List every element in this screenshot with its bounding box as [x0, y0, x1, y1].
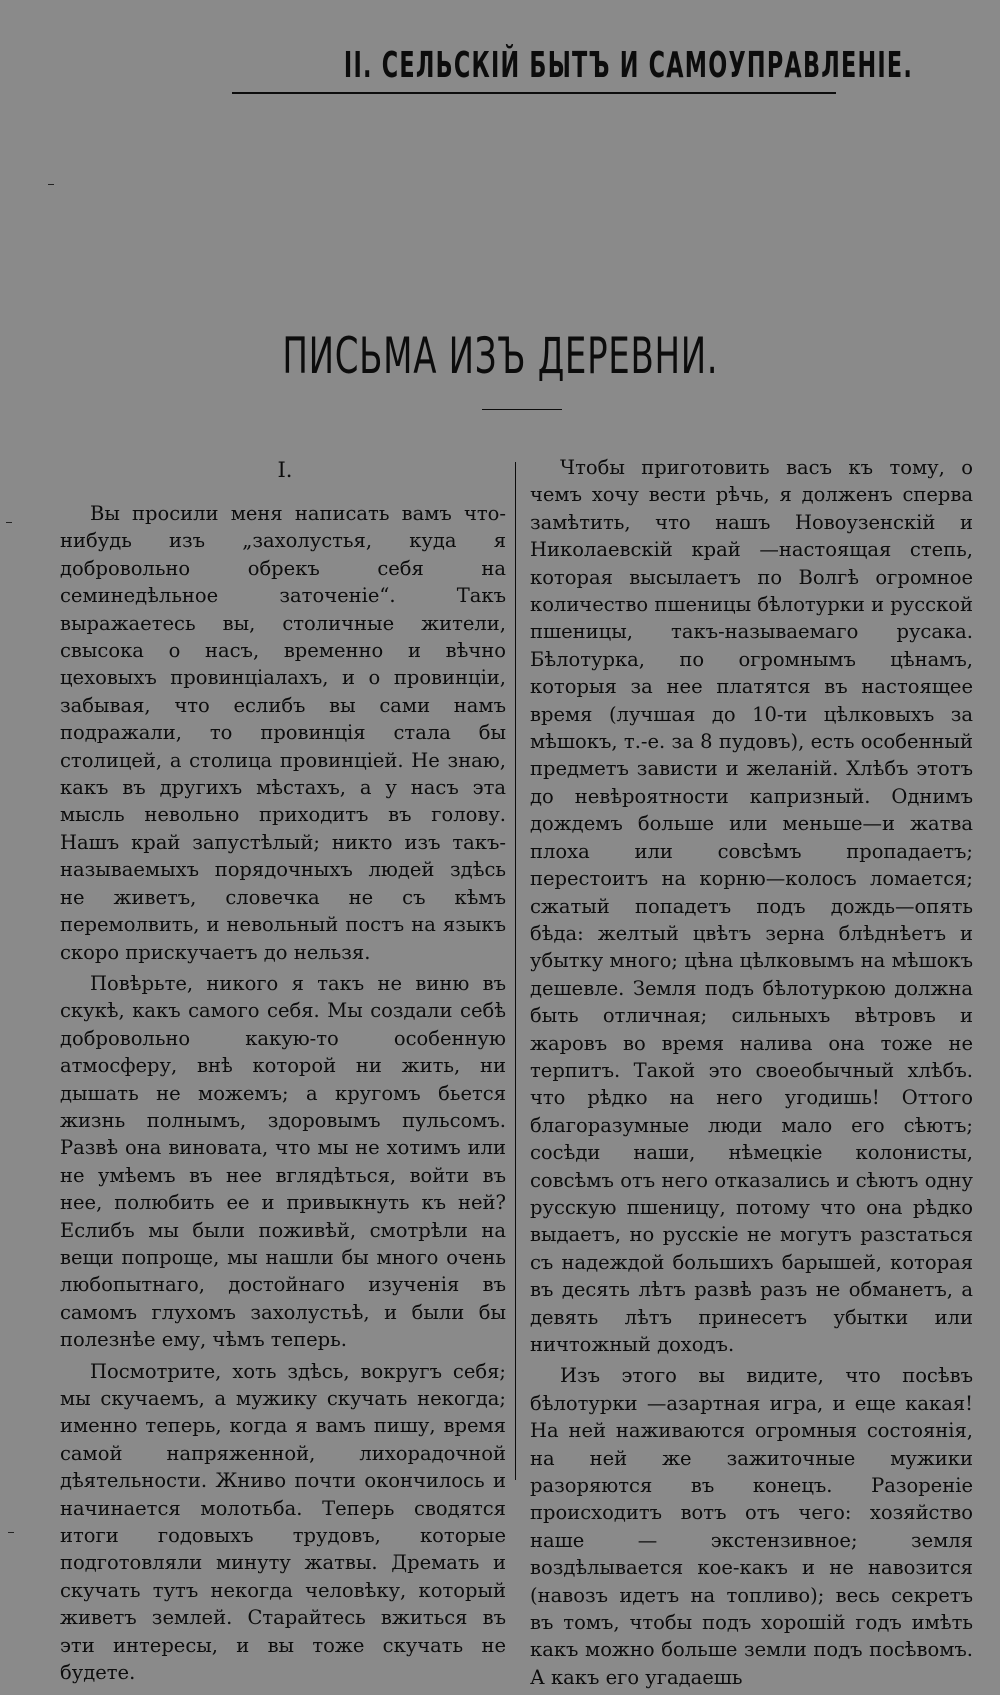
margin-mark	[8, 1532, 14, 1533]
column-divider	[515, 462, 516, 1480]
section-title-underline	[232, 92, 836, 94]
paragraph: Чтобы приготовить васъ къ тому, о чемъ хочу вести рѣчь, я долженъ сперва замѣтить, что нашъ Новоузенскій и Николаевскій край —настоящая степь, которая высылаетъ по Волгѣ огромное количество пшеницы бѣлотурки и русской пшеницы, такъ-называемаго русака. Бѣлотурка, по огромнымъ цѣнамъ, которыя за нее платятся въ настоящее время (лучшая до 10-ти цѣлковыхъ за мѣшокъ, т.-е. за 8 пудовъ), есть особенный предметъ зависти и желаній. Хлѣбъ этотъ до невѣроятности капризный. Однимъ дождемъ больше или меньше—и жатва плоха или совсѣмъ пропадаетъ; перестоитъ на корню—колосъ ломается; сжатый попадетъ подъ дождь—опять бѣда: желтый цвѣтъ зерна блѣднѣетъ и убытку много; цѣна цѣлковымъ на мѣшокъ дешевле. Земля подъ бѣлотуркою должна быть отличная; сильныхъ вѣтровъ и жаровъ во время налива она тоже не терпитъ. Такой это своеобычный хлѣбъ. что рѣдко на него угодишь! Оттого благоразумные люди мало его сѣютъ; сосѣди наши, нѣмецкіе колонисты, совсѣмъ отъ него отказались и сѣютъ одну русскую пшеницу, потому что она рѣдко выдаетъ, но русскіе не могутъ разстаться съ надеждой большихъ барышей, которая въ десять лѣтъ развѣ разъ не обманетъ, а девять лѣтъ принесетъ убытки или ничтожный доходъ.	[530, 456, 973, 1356]
right-column	[530, 454, 973, 1695]
left-column	[60, 500, 506, 1690]
title-rule	[482, 409, 562, 410]
paragraph: Повѣрьте, никого я такъ не виню въ скукѣ, какъ самого себя. Мы создали себѣ добровольно какую-то особенную атмосферу, внѣ которой ни жить, ни дышать не можемъ; а кругомъ бьется жизнь полнымъ, здоровымъ пульсомъ. Развѣ она виновата, что мы не хотимъ или не умѣемъ въ нее вглядѣться, войти въ нее, полюбить ее и привыкнуть къ ней? Еслибъ мы были поживѣй, смотрѣли на вещи попроще, мы нашли бы много очень любопытнаго, достойнаго изученія въ самомъ глухомъ захолустьѣ, и были бы полезнѣе ему, чѣмъ теперь.	[60, 971, 506, 1352]
margin-mark	[6, 522, 12, 523]
margin-mark	[48, 184, 54, 185]
chapter-number: I.	[277, 458, 293, 482]
section-title: II. СЕЛЬСКІЙ БЫТЪ И САМОУПРАВЛЕНІЕ.	[343, 45, 914, 86]
paragraph: Вы просили меня написать вамъ что-нибудь изъ „захолустья, куда я добровольно обрекъ себя на семинедѣльное заточеніе“. Такъ выражаетесь вы, столичные жители, свысока о насъ, временно и вѣчно цеховыхъ провинціалахъ, и о провинціи, забывая, что еслибъ вы сами намъ подражали, то провинція стала бы столицей, а столица провинціей. Не знаю, какъ въ другихъ мѣстахъ, а у насъ эта мысль невольно приходитъ въ голову. Нашъ край запустѣлый; никто изъ такъ-называемыхъ порядочныхъ людей здѣсь не живетъ, словечка не съ кѣмъ перемолвить, и невольный постъ на языкъ скоро прискучаетъ до нельзя.	[60, 502, 506, 964]
article-title: ПИСЬМА ИЗЪ ДЕРЕВНИ.	[282, 327, 719, 385]
paragraph: Изъ этого вы видите, что посѣвъ бѣлотурки —азартная игра, и еще какая! На ней наживаются огромныя состоянія, на ней же зажиточные мужики разоряются въ конецъ. Разореніе происходитъ вотъ отъ чего: хозяйство наше — экстензивное; земля воздѣлывается кое-какъ и не навозится (навозъ идетъ на топливо); весь секретъ въ томъ, чтобы подъ хорошій годъ имѣть какъ можно больше земли подъ посѣвомъ. А какъ его угадаешь	[530, 1364, 973, 1689]
paragraph: Посмотрите, хоть здѣсь, вокругъ себя; мы скучаемъ, а мужику скучать некогда; именно теперь, когда я вамъ пишу, время самой напряженной, лихорадочной дѣятельности. Жниво почти окончилось и начинается молотьба. Теперь сводятся итоги годовыхъ трудовъ, которые подготовляли минуту жатвы. Дремать и скучать тутъ некогда человѣку, который живетъ землей. Старайтесь вжиться въ эти интересы, и вы тоже скучать не будете.	[60, 1359, 506, 1685]
